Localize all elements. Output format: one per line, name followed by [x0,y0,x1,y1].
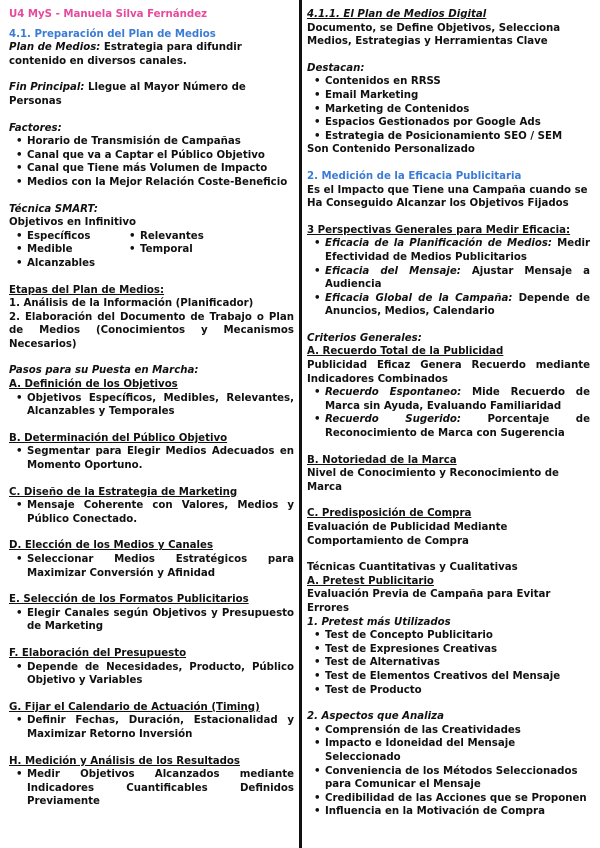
list-item: • Comprensión de las Creatividades [325,724,590,738]
left-column [9,8,294,809]
list-item: • Canal que va a Captar el Público Objetivo [27,149,294,163]
smart-subtitle: Objetivos en Infinitivo [9,217,137,229]
list-item: • Medible [27,243,122,257]
etapas-title: Etapas del Plan de Medios: [9,284,165,296]
pretest-text: Evaluación Previa de Campaña para Evitar Errores [307,589,551,614]
list-item: • Temporal [140,243,204,257]
list-item: • Eficacia Global de la Campaña: Depende de Anuncios, Medios, Calendario [325,292,590,319]
pasos-label: Pasos para su Puesta en Marcha: [9,365,199,377]
smart-col-2 [122,230,204,271]
step-title: G. Fijar el Calendario de Actuación (Timing) [9,701,260,713]
eficacia-title: 2. Medición de la Eficacia Publicitaria [307,170,522,182]
recuerdo-list [307,386,590,440]
aspectos-label: 2. Aspectos que Analiza [307,711,444,723]
pretest-title: A. Pretest Publicitario [307,575,434,587]
list-item: • Impacto e Idoneidad del Mensaje Seleccionado [325,737,590,764]
list-item: • Test de Expresiones Creativas [325,643,590,657]
list-item: • Definir Fechas, Duración, Estacionalidad y Maximizar Retorno Inversión [27,714,294,741]
step-h [9,755,294,809]
etapa-2: 2. Elaboración del Documento de Trabajo o Plan de Medios (Conocimientos y Mecanismos Necesarios) [9,311,294,350]
step-title: A. Definición de los Objetivos [9,379,178,391]
pretest-list [307,629,590,697]
recuerdo-title: A. Recuerdo Total de la Publicidad [307,346,504,358]
destacan-list [307,75,590,143]
list-item: • Objetivos Específicos, Medibles, Relevantes, Alcanzables y Temporales [27,392,294,419]
smart-label: Técnica SMART: [9,203,98,215]
list-item: • Test de Producto [325,684,590,698]
destacan-label: Destacan: [307,62,365,74]
list-item: • Segmentar para Elegir Medios Adecuados en Momento Oportuno. [27,445,294,472]
factores-list [9,135,294,189]
list-item: • Horario de Transmisión de Campañas [27,135,294,149]
predisposicion-text: Evaluación de Publicidad Mediante Comportamiento de Compra [307,522,508,547]
notoriedad-text: Nivel de Conocimiento y Reconocimiento de Marca [307,468,559,493]
list-item: • Email Marketing [325,89,590,103]
list-item: • Recuerdo Espontaneo: Mide Recuerdo de Marca sin Ayuda, Evaluando Familiaridad [325,386,590,413]
list-item: • Estrategia de Posicionamiento SEO / SEM [325,130,590,144]
list-item: • Test de Elementos Creativos del Mensaje [325,670,590,684]
list-item: • Espacios Gestionados por Google Ads [325,116,590,130]
aspectos-list [307,724,590,819]
step-f [9,647,294,688]
step-g [9,701,294,742]
plan-definition: Plan de Medios: Estrategia para difundir contenido en diversos canales. [9,42,242,67]
document-header: U4 MyS - Manuela Silva Fernández [9,9,208,20]
predisposicion-title: C. Predisposición de Compra [307,508,472,520]
list-item: • Específicos [27,230,122,244]
destacan-after: Son Contenido Personalizado [307,144,475,156]
step-title: H. Medición y Análisis de los Resultados [9,755,240,767]
step-c [9,486,294,527]
column-divider [299,0,302,848]
pretest-subtitle: 1. Pretest más Utilizados [307,616,451,628]
list-item: • Elegir Canales según Objetivos y Presupuesto de Marketing [27,607,294,634]
criterios-label: Criterios Generales: [307,332,422,344]
list-item: • Seleccionar Medios Estratégicos para Maximizar Conversión y Afinidad [27,553,294,580]
list-item: • Mensaje Coherente con Valores, Medios y Público Conectado. [27,499,294,526]
list-item: • Relevantes [140,230,204,244]
right-column [307,8,590,819]
smart-grid [9,230,294,271]
list-item: • Alcanzables [27,257,122,271]
list-item: • Conveniencia de los Métodos Seleccionados para Comunicar el Mensaje [325,765,590,792]
notoriedad-title: B. Notoriedad de la Marca [307,454,457,466]
section-title: 4.1. Preparación del Plan de Medios [9,28,216,40]
step-b [9,432,294,473]
step-d [9,539,294,580]
digital-text: Documento, se Define Objetivos, Selecciona Medios, Estrategias y Herramientas Clave [307,22,561,48]
list-item: • Medios con la Mejor Relación Coste-Beneficio [27,176,294,190]
eficacia-text: Es el Impacto que Tiene una Campaña cuando se Ha Conseguido Alcanzar los Objetivos Fijados [307,184,588,210]
factores-label: Factores: [9,122,62,134]
perspectivas-title: 3 Perspectivas Generales para Medir Eficacia: [307,224,571,236]
list-item: • Eficacia del Mensaje: Ajustar Mensaje a Audiencia [325,265,590,292]
digital-title: 4.1.1. El Plan de Medios Digital [307,9,487,20]
tecnicas-label: Técnicas Cuantitativas y Cualitativas [307,562,518,574]
list-item: • Recuerdo Sugerido: Porcentaje de Reconocimiento de Marca con Sugerencia [325,413,590,440]
step-title: C. Diseño de la Estrategia de Marketing [9,486,238,498]
list-item: • Credibilidad de las Acciones que se Proponen [325,792,590,806]
step-title: F. Elaboración del Presupuesto [9,647,187,659]
step-title: D. Elección de los Medios y Canales [9,540,214,552]
list-item: • Medir Objetivos Alcanzados mediante Indicadores Cuantificables Definidos Previamente [27,768,294,809]
list-item: • Eficacia de la Planificación de Medios: Medir Efectividad de Medios Publicitarios [325,237,590,264]
etapa-1: 1. Análisis de la Información (Planificador) [9,298,254,310]
list-item: • Test de Alternativas [325,656,590,670]
list-item: • Contenidos en RRSS [325,75,590,89]
recuerdo-text: Publicidad Eficaz Genera Recuerdo mediante Indicadores Combinados [307,360,590,385]
smart-col-1 [9,230,122,271]
fin-principal: Fin Principal: Llegue al Mayor Número de Personas [9,82,246,107]
step-e [9,593,294,634]
step-title: E. Selección de los Formatos Publicitarios [9,594,249,606]
list-item: • Depende de Necesidades, Producto, Público Objetivo y Variables [27,661,294,688]
list-item: • Marketing de Contenidos [325,103,590,117]
step-a [9,378,294,419]
list-item: • Canal que Tiene más Volumen de Impacto [27,162,294,176]
step-title: B. Determinación del Público Objetivo [9,432,228,444]
perspectivas-list [307,237,590,319]
list-item: • Test de Concepto Publicitario [325,629,590,643]
list-item: • Influencia en la Motivación de Compra [325,805,590,819]
